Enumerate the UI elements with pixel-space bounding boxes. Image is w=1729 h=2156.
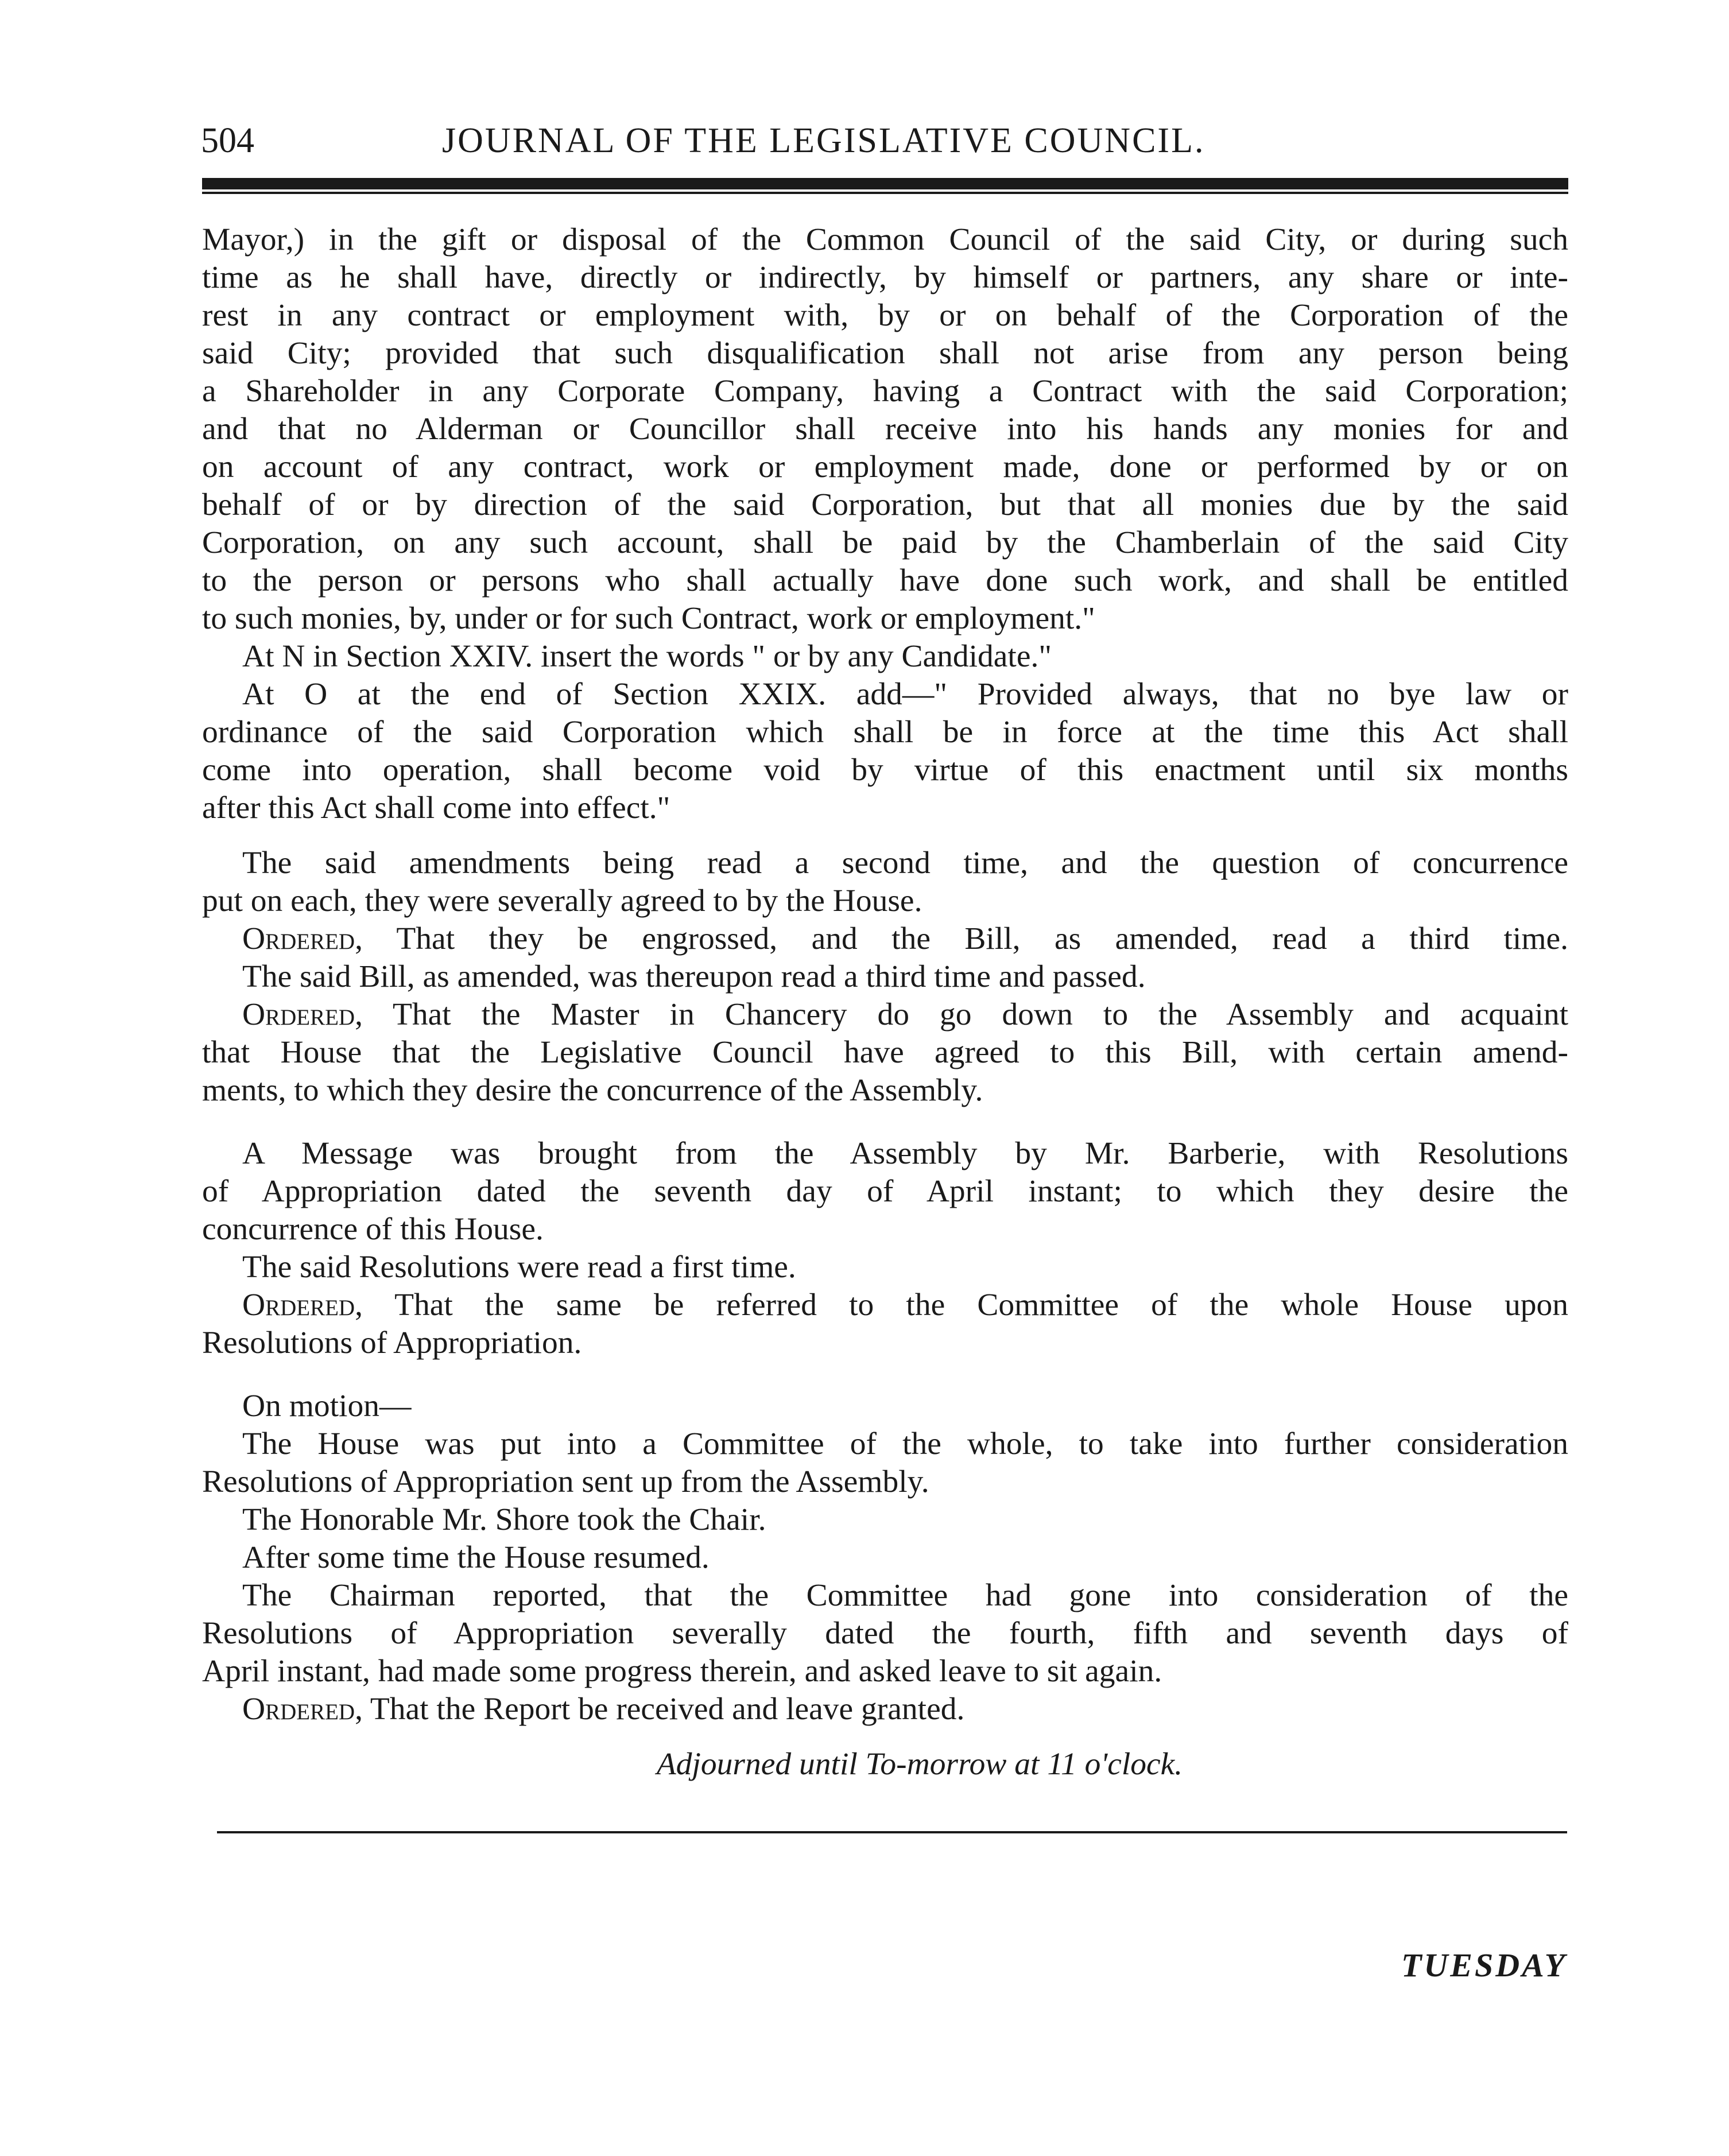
text-line: Corporation, on any such account, shall be paid by the Chamberlain of the said City [202, 525, 1568, 560]
ordered-line [202, 996, 1568, 1034]
text-line: Mayor,) in the gift or disposal of the Common Council of the said City, or during such [202, 222, 1568, 257]
text-line: The said amendments being read a second time, and the question of concurrence [242, 846, 1568, 881]
page-header [201, 115, 1579, 166]
page-number: 504 [201, 121, 254, 160]
text-line: Resolutions of Appropriation. [202, 1325, 582, 1360]
text-line: At N in Section XXIV. insert the words " or by any Candidate." [242, 639, 1052, 674]
text-line: time as he shall have, directly or indirectly, by himself or partners, any share or inte- [202, 260, 1568, 295]
catchword: TUESDAY [1401, 1946, 1567, 1984]
text-line: to the person or persons who shall actually have done such work, and shall be entitled [202, 563, 1568, 598]
text-line: that House that the Legislative Council have agreed to this Bill, with certain amend- [202, 1035, 1568, 1070]
header-rule-thick [202, 178, 1568, 189]
journal-body [202, 221, 1568, 1783]
text-line: ments, to which they desire the concurrence of the Assembly. [202, 1073, 983, 1108]
text-line: The House was put into a Committee of the whole, to take into further consideration [242, 1426, 1568, 1461]
running-title: JOURNAL OF THE LEGISLATIVE COUNCIL. [442, 121, 1205, 160]
paragraph-gap [202, 1362, 1568, 1387]
text-line: on account of any contract, work or employment made, done or performed by or on [202, 449, 1568, 484]
text-line: On motion— [242, 1389, 412, 1424]
text-line: to such monies, by, under or for such Contract, work or employment." [202, 601, 1095, 636]
paragraph-gap [202, 1110, 1568, 1135]
paragraph-gap [202, 1728, 1568, 1746]
text-line: concurrence of this House. [202, 1212, 544, 1247]
ordered-label: Ordered, [242, 997, 363, 1032]
text-span: That the Report be received and leave granted. [370, 1692, 965, 1727]
text-line: a Shareholder in any Corporate Company, having a Contract with the said Corporation; [202, 374, 1568, 409]
text-span: That the Master in Chancery do go down to the Assembly and acquaint [392, 997, 1568, 1032]
text-line: The Chairman reported, that the Committee had gone into consideration of the [242, 1578, 1568, 1613]
ordered-line [202, 920, 1568, 958]
ordered-label: Ordered, [242, 921, 363, 956]
text-line: ordinance of the said Corporation which shall be in force at the time this Act shall [202, 715, 1568, 750]
text-line: said City; provided that such disqualification shall not arise from any person being [202, 336, 1568, 371]
text-line: After some time the House resumed. [242, 1540, 710, 1575]
text-line: The Honorable Mr. Shore took the Chair. [242, 1502, 766, 1537]
text-line: A Message was brought from the Assembly by Mr. Barberie, with Resolutions [242, 1136, 1568, 1171]
ordered-line [202, 1690, 1568, 1728]
text-line: of Appropriation dated the seventh day of April instant; to which they desire the [202, 1174, 1568, 1209]
text-line: April instant, had made some progress therein, and asked leave to sit again. [202, 1654, 1162, 1689]
text-line: The said Resolutions were read a first time. [242, 1250, 796, 1285]
text-line: after this Act shall come into effect." [202, 790, 670, 825]
ordered-label: Ordered, [242, 1288, 363, 1323]
text-line: behalf of or by direction of the said Corporation, but that all monies due by the said [202, 487, 1568, 522]
text-line: come into operation, shall become void by virtue of this enactment until six months [202, 753, 1568, 788]
text-line: and that no Alderman or Councillor shall receive into his hands any monies for and [202, 412, 1568, 447]
paragraph-gap [202, 827, 1568, 844]
text-span: That the same be referred to the Committee of the whole House upon [394, 1288, 1568, 1323]
text-line: At O at the end of Section XXIX. add—" Provided always, that no bye law or [242, 677, 1568, 712]
text-span: That they be engrossed, and the Bill, as amended, read a third time. [396, 921, 1569, 956]
ordered-label: Ordered, [242, 1692, 363, 1727]
text-line: Resolutions of Appropriation severally dated the fourth, fifth and seventh days of [202, 1616, 1568, 1651]
text-line: rest in any contract or employment with, by or on behalf of the Corporation of the [202, 298, 1568, 333]
text-line: Resolutions of Appropriation sent up from the Assembly. [202, 1464, 929, 1499]
footer-rule [217, 1831, 1567, 1833]
text-line: put on each, they were severally agreed to by the House. [202, 883, 922, 918]
header-rule-thin [202, 192, 1568, 194]
ordered-line [202, 1286, 1568, 1324]
text-line: The said Bill, as amended, was thereupon read a third time and passed. [242, 959, 1146, 994]
adjournment-note: Adjourned until To-morrow at 11 o'clock. [656, 1747, 1183, 1782]
